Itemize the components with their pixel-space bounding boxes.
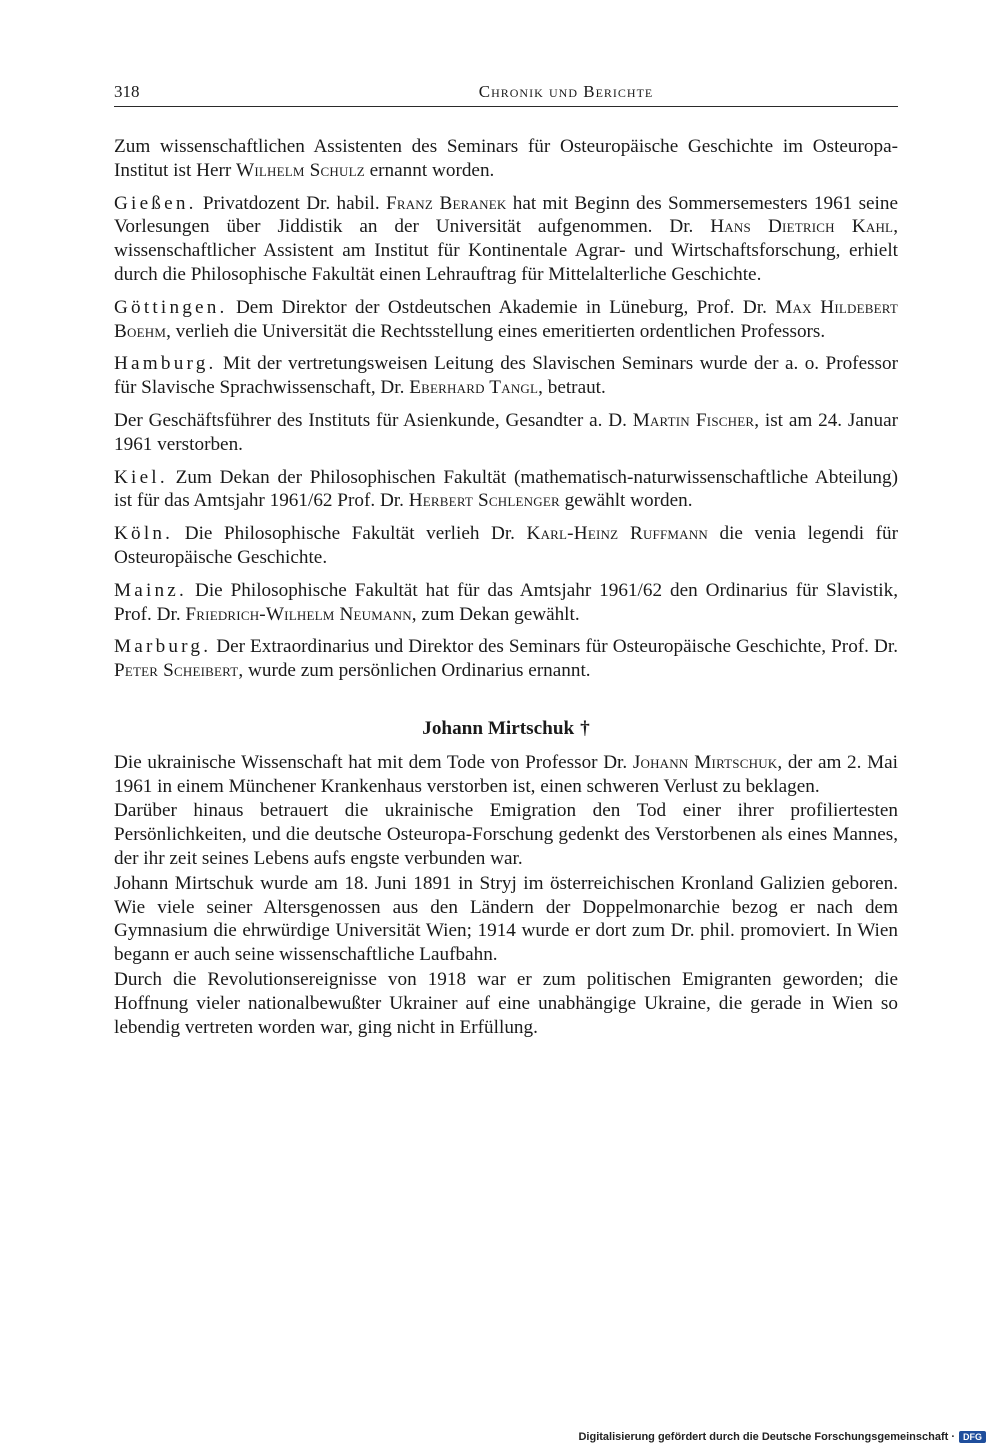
text: Mit der vertretungsweisen Leitung des Slavischen Seminars wurde der a. o. Professor für Slavische Sprachwissenschaft, Dr.	[114, 353, 898, 399]
place-name: Mainz.	[114, 579, 188, 601]
person-name: Max Hildebert Boehm	[114, 296, 898, 342]
person-name: Herbert Schlenger	[408, 490, 560, 512]
paragraph-asienkunde	[114, 409, 898, 457]
obituary-paragraph-4: Durch die Revolutionsereignisse von 1918 war er zum politischen Emigranten geworden; die Hoffnung vieler nationalbewußter Ukrainer auf eine unabhängige Ukraine, die gerade in Wien so lebendig vertreten worden war, ging nicht in Erfüllung.	[114, 968, 898, 1038]
running-head	[114, 80, 898, 107]
paragraph-mainz	[114, 579, 898, 627]
person-name: Wilhelm Schulz	[236, 159, 365, 181]
paragraph-giessen	[114, 192, 898, 287]
paragraph-assistant	[114, 135, 898, 183]
text: gewählt worden.	[559, 490, 693, 512]
text: Der Extraordinarius und Direktor des Seminars für Osteuropäische Geschichte, Prof. Dr.	[211, 636, 898, 658]
person-name: Karl-Heinz Ruffmann	[526, 523, 708, 545]
article-body	[114, 135, 898, 1039]
text: hat mit Beginn des Sommersemesters 1961 seine Vorlesungen über Jiddistik an der Universität aufgenommen. Dr.	[114, 192, 898, 238]
text: , ist am 24. Januar 1961 verstorben.	[114, 409, 898, 455]
obituary-paragraph-1	[114, 751, 898, 799]
page	[114, 80, 898, 1040]
paragraph-kiel	[114, 466, 898, 514]
paragraph-marburg	[114, 635, 898, 683]
obituary-paragraph-2: Darüber hinaus betrauert die ukrainische Emigration den Tod einer ihrer profiliertesten Persönlichkeiten, und die deutsche Osteuropa-Forschung gedenkt des Verstorbenen als eines Mannes, der ihr zeit seines Lebens aufs engste verbunden war.	[114, 800, 898, 869]
paragraph-koeln	[114, 522, 898, 570]
text: , wissenschaftlicher Assistent am Institut für Kontinentale Agrar- und Wirtschaftsforschung, erhielt durch die Philosophische Fakultät einen Lehrauftrag für Mittelalterliche Geschichte.	[114, 216, 898, 285]
person-name: Peter Scheibert	[114, 660, 239, 682]
running-title: Chronik und Berichte	[478, 82, 654, 101]
dfg-logo: DFG	[959, 1431, 986, 1443]
cross-icon: †	[580, 717, 590, 739]
obituary-name: Johann Mirtschuk	[422, 717, 575, 739]
credit-text: Digitalisierung gefördert durch die Deutsche Forschungsgemeinschaft ·	[578, 1431, 955, 1443]
place-name: Kiel.	[114, 466, 168, 488]
obituary-title	[114, 717, 898, 741]
paragraph-goettingen	[114, 296, 898, 344]
text: , betraut.	[538, 377, 606, 399]
text: Dem Direktor der Ostdeutschen Akademie in Lüneburg, Prof. Dr.	[227, 296, 776, 318]
text: Der Geschäftsführer des Instituts für Asienkunde, Gesandter a. D.	[114, 409, 633, 431]
text: Die Philosophische Fakultät hat für das Amtsjahr 1961/62 den Ordinarius für Slavistik, Prof. Dr.	[114, 579, 898, 625]
text: Zum wissenschaftlichen Assistenten des Seminars für Osteuropäische Geschichte im Osteuropa-Institut ist Herr	[114, 136, 898, 181]
paragraph-hamburg	[114, 352, 898, 400]
place-name: Hamburg.	[114, 353, 217, 375]
text: , zum Dekan gewählt.	[411, 603, 580, 625]
digitization-credit	[578, 1431, 986, 1443]
text: die venia legendi für Osteuropäische Geschichte.	[114, 523, 898, 568]
text: Privatdozent Dr. habil.	[196, 192, 386, 214]
place-name: Gießen.	[114, 192, 197, 214]
person-name: Friedrich-Wilhelm Neumann	[185, 603, 412, 625]
place-name: Göttingen.	[114, 296, 228, 318]
text: Zum Dekan der Philosophischen Fakultät (mathematisch-naturwissenschaftliche Abteilung) ist für das Amtsjahr 1961/62 Prof. Dr.	[114, 466, 898, 512]
person-name: Eberhard Tangl	[409, 377, 539, 399]
text: , der am 2. Mai 1961 in einem Münchener Krankenhaus verstorben ist, einen schweren Verlust zu beklagen.	[114, 751, 898, 797]
text: Die Philosophische Fakultät verlieh Dr.	[173, 523, 527, 545]
text: , verlieh die Universität die Rechtsstellung eines emeritierten ordentlichen Professors.	[166, 320, 826, 342]
place-name: Marburg.	[114, 636, 212, 658]
page-number: 318	[114, 82, 140, 101]
person-name: Hans Dietrich Kahl	[710, 216, 894, 238]
person-name: Martin Fischer	[632, 409, 755, 431]
text: , wurde zum persönlichen Ordinarius ernannt.	[238, 660, 591, 682]
text: Die ukrainische Wissenschaft hat mit dem Tode von Professor Dr.	[114, 751, 633, 773]
obituary-paragraph-3: Johann Mirtschuk wurde am 18. Juni 1891 in Stryj im österreichischen Kronland Galizien geboren. Wie viele seiner Altersgenossen aus den Ländern der Doppelmonarchie bezog er nach dem Gymnasium die ehrwürdige Universität Wien; 1914 wurde er dort zum Dr. phil. promoviert. In Wien begann er auch seine wissenschaftliche Laufbahn.	[114, 872, 898, 966]
place-name: Köln.	[114, 523, 174, 545]
text: ernannt worden.	[364, 159, 495, 181]
person-name: Franz Beranek	[385, 192, 507, 214]
person-name: Johann Mirtschuk	[632, 751, 778, 773]
